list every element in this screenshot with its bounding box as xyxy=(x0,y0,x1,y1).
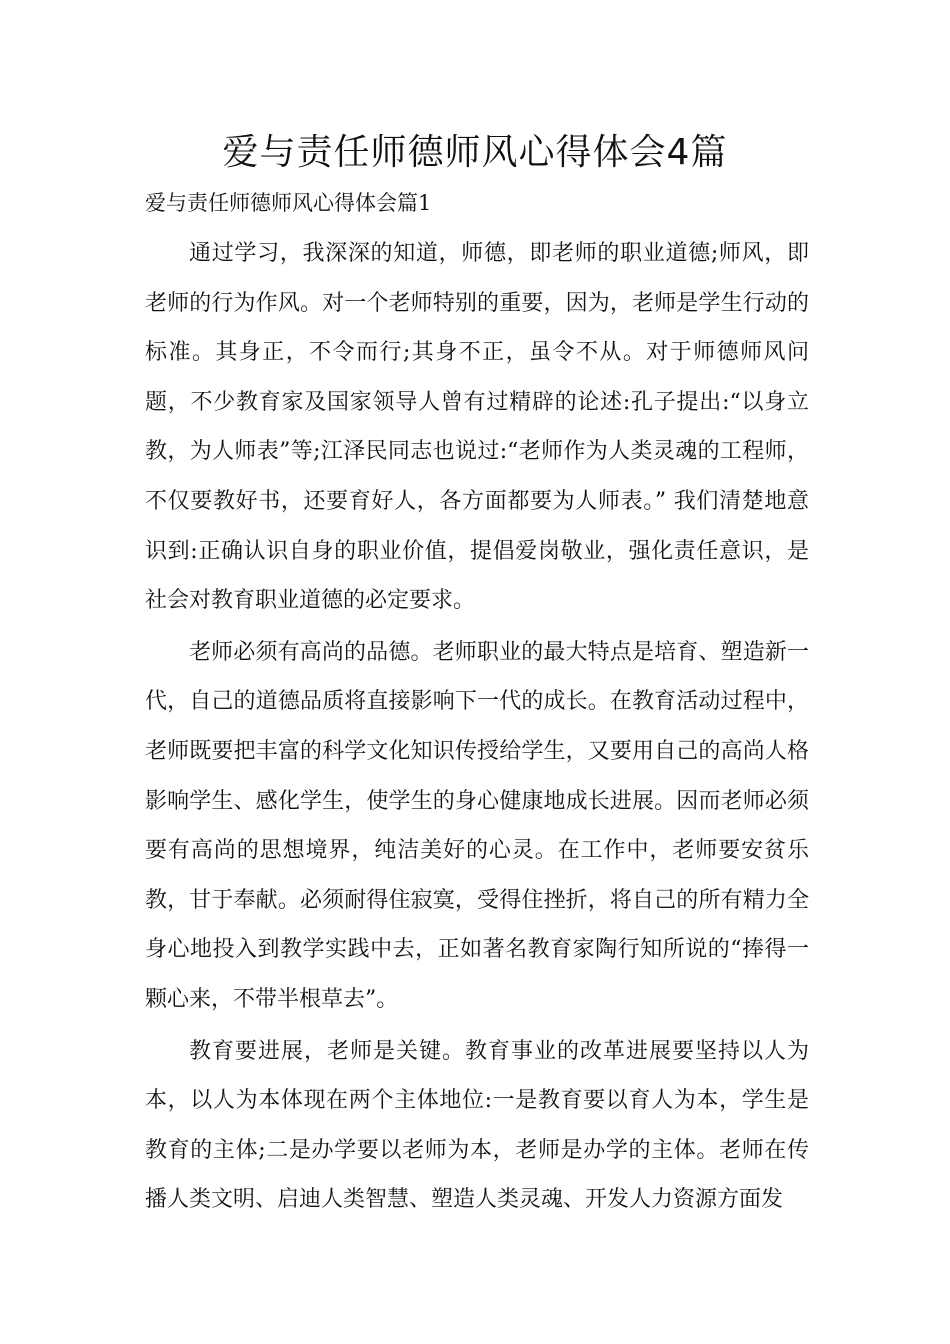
section-heading: 爱与责任师德师风心得体会篇1 xyxy=(145,191,432,215)
paragraph-2: 老师必须有高尚的品德。老师职业的最大特点是培育、塑造新一代，自己的道德品质将直接影响下一代的成长。在教育活动过程中，老师既要把丰富的科学文化知识传授给学生，又要用自己的高尚人格影响学生、感化学生，使学生的身心健康地成长进展。因而老师必须要有高尚的思想境界，纯洁美好的心灵。在工作中，老师要安贫乐教，甘于奉献。必须耐得住寂寞，受得住挫折，将自己的所有精力全身心地投入到教学实践中去，正如著名教育家陶行知所说的“捧得一颗心来，不带半根草去”。 xyxy=(145,639,809,1012)
paragraph-3: 教育要进展，老师是关键。教育事业的改革进展要坚持以人为本，以人为本体现在两个主体地位:一是教育要以育人为本，学生是教育的主体;二是办学要以老师为本，老师是办学的主体。老师在传播人类文明、启迪人类智慧、塑造人类灵魂、开发人力资源方面发 xyxy=(145,1038,809,1213)
body-text xyxy=(145,229,809,1227)
document-title: 爱与责任师德师风心得体会4篇 xyxy=(222,132,728,173)
paragraph-1: 通过学习，我深深的知道，师德，即老师的职业道德;师风，即老师的行为作风。对一个老师特别的重要，因为，老师是学生行动的标准。其身正，不令而行;其身不正，虽令不从。对于师德师风问题，不少教育家及国家领导人曾有过精辟的论述:孔子提出:“以身立教，为人师表”等;江泽民同志也说过:“老师作为人类灵魂的工程师，不仅要教好书，还要育好人，各方面都要为人师表。” 我们清楚地意识到:正确认识自身的职业价值，提倡爱岗敬业，强化责任意识，是社会对教育职业道德的必定要求。 xyxy=(145,241,809,614)
